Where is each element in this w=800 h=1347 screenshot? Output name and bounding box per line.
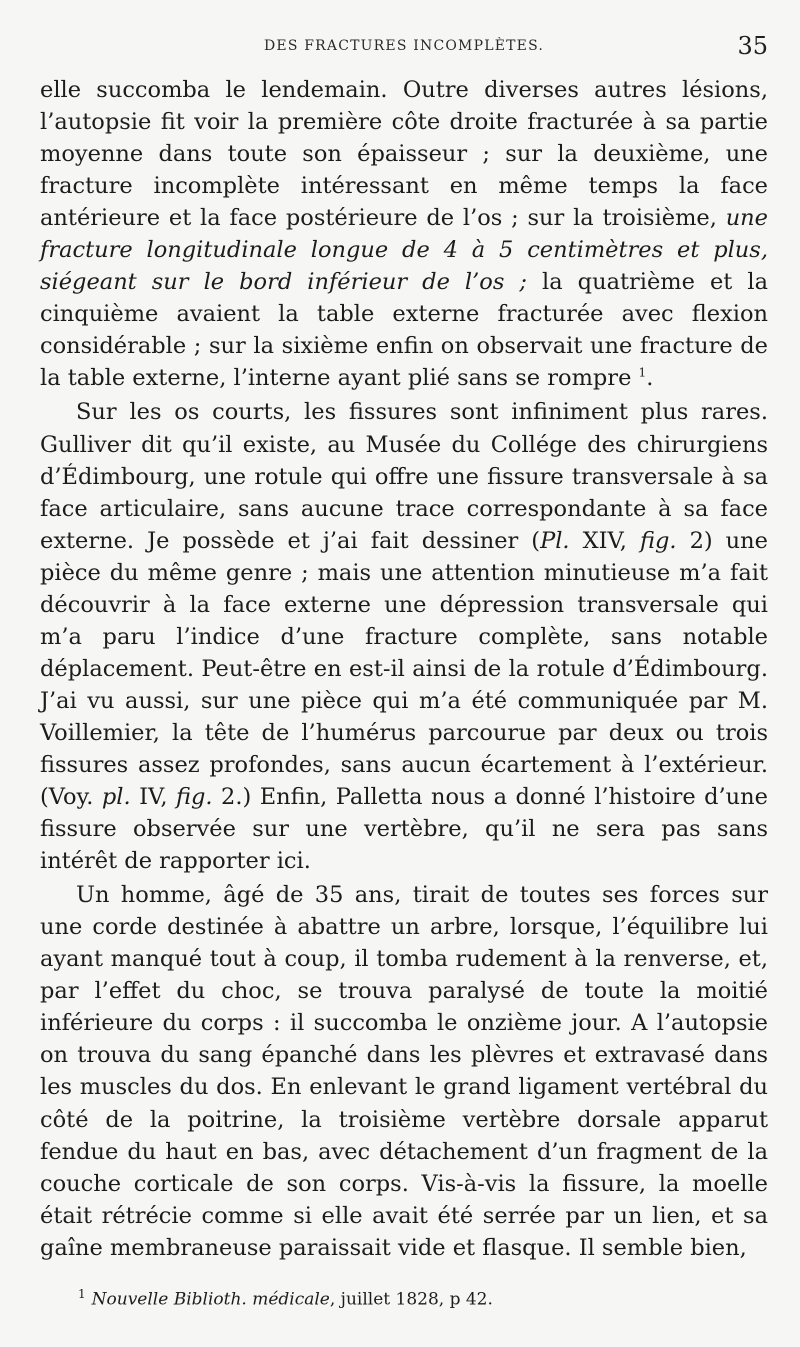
footnote-text-run: , juillet 1828, p 42. xyxy=(329,1289,493,1310)
paragraph-text-run: Sur les os courts, les fissures sont infiniment plus rares. Gulliver dit qu’il existe, au Musée du Collége des chirurgiens d’Édimbourg, une rotule qui offre une fissure transversale à sa face articulaire, sans aucune trace correspondante à sa face externe. Je possède et j’ai fait dessiner ( xyxy=(40,399,768,554)
paragraph-italic-run: fig. xyxy=(639,527,677,554)
paragraph-text-run: 2) une pièce du même genre ; mais une attention minutieuse m’a fait découvrir à la face externe une dépression transversale qui m’a paru l’indice d’une fracture complète, sans notable déplacement. Peut-être en est-il ainsi de la rotule d’Édimbourg. J’ai vu aussi, sur une pièce qui m’a été communiquée par M. Voillemier, la tête de l’humérus parcourue par deux ou trois fissures assez profondes, sans aucun écartement à l’extérieur. (Voy. xyxy=(40,527,768,811)
paragraph-italic-run: Pl. xyxy=(540,527,570,554)
paragraph-2 xyxy=(40,396,768,877)
footnote-reference: 1 xyxy=(638,365,647,380)
paragraph-text-run: XIV, xyxy=(569,527,640,554)
paragraph-italic-run: fig. xyxy=(175,784,213,811)
footnote-mark: 1 xyxy=(78,1287,86,1301)
paragraph-text-run: Un homme, âgé de 35 ans, tirait de toutes ses forces sur une corde destinée à abattre un arbre, lorsque, l’équilibre lui ayant manqué tout à coup, il tomba rudement à la renverse, et, par l’effet du choc, se trouva paralysé de toute la moitié inférieure du corps : il succomba le onzième jour. A l’autopsie on trouva du sang épanché dans les plèvres et extravasé dans les muscles du dos. En enlevant le grand ligament vertébral du côté de la poitrine, la troisième vertèbre dorsale apparut fendue du haut en bas, avec détachement d’un fragment de la couche corticale de son corps. Vis-à-vis la fissure, la moelle était rétrécie comme si elle avait été serrée par un lien, et sa gaîne membraneuse paraissait vide et flasque. Il semble bien, xyxy=(40,882,768,1261)
paragraph-3 xyxy=(40,879,768,1264)
footnote-text xyxy=(92,1290,493,1310)
paragraph-text-run: 2.) Enfin, Palletta nous a donné l’histoire d’une fissure observée sur une vertèbre, qu’il ne sera pas sans intérêt de rapporter ici. xyxy=(40,784,768,875)
paragraph-text-run: la quatrième et la cinquième avaient la table externe fracturée avec flexion considérable ; sur la sixième enfin on observait une fracture de la table externe, l’interne ayant plié sans se rompre xyxy=(40,269,768,392)
running-head: DES FRACTURES INCOMPLÈTES. xyxy=(263,38,545,54)
paragraph-italic-run: pl. xyxy=(101,784,131,811)
footnote-italic-run: Nouvelle Biblioth. médicale xyxy=(91,1289,330,1310)
body-text xyxy=(40,74,768,1266)
paragraph-text-run: IV, xyxy=(130,784,176,811)
page-number: 35 xyxy=(737,32,768,60)
footnote xyxy=(78,1282,768,1312)
paragraph-text-run: . xyxy=(646,365,654,392)
page-header xyxy=(40,34,768,64)
footnote-divider xyxy=(40,1268,768,1269)
paragraph-italic-run: une fracture longitudinale longue de 4 à 5 centimètres et plus, siégeant sur le bord inférieur de l’os ; xyxy=(40,205,768,296)
paragraph-text-run: elle succomba le lendemain. Outre diverses autres lésions, l’autopsie fit voir la première côte droite fracturée à sa partie moyenne dans toute son épaisseur ; sur la deuxième, une fracture incomplète intéressant en même temps la face antérieure et la face postérieure de l’os ; sur la troisième, xyxy=(40,77,768,232)
paragraph-1 xyxy=(40,74,768,394)
